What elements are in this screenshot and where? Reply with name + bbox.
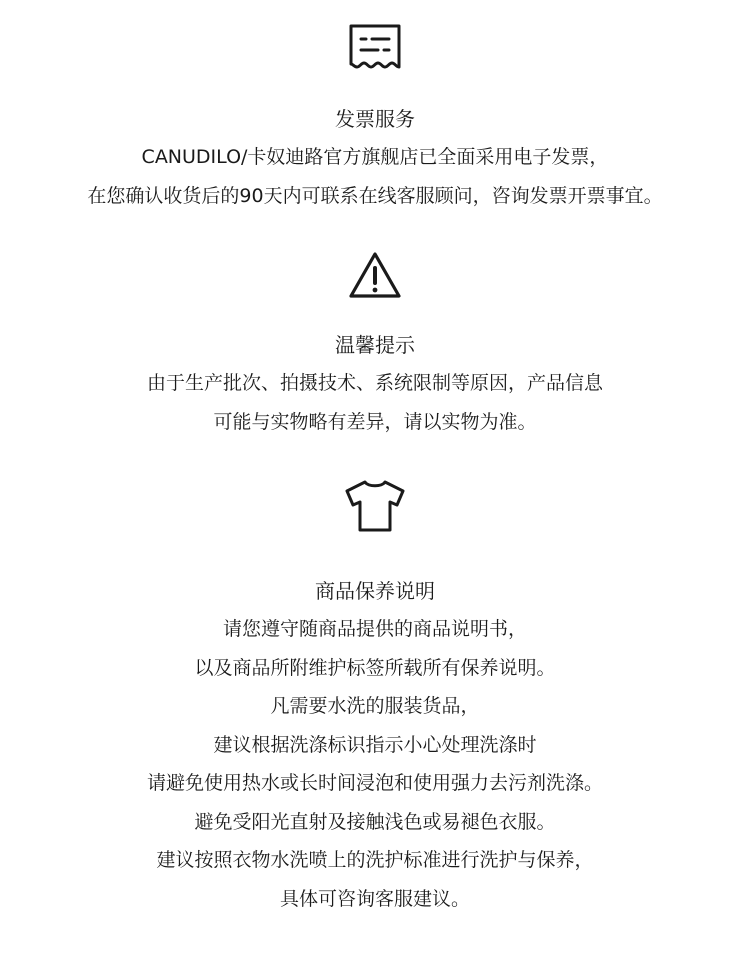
care-line: 请您遵守随商品提供的商品说明书， — [222, 618, 527, 640]
care-line: 建议按照衣物水洗喷上的洗护标准进行洗护与保养， — [156, 849, 594, 871]
care-line: 建议根据洗涤标识指示小心处理洗涤时 — [213, 733, 537, 756]
receipt-icon — [347, 22, 403, 72]
invoice-line: CANUDILO/卡奴迪路官方旗舰店已全面采用电子发票， — [141, 146, 609, 168]
tshirt-icon — [342, 478, 408, 534]
notice-title: 温馨提示 — [335, 333, 415, 357]
care-line: 以及商品所附维护标签所载所有保养说明。 — [194, 656, 556, 679]
notice-line: 由于生产批次、拍摄技术、系统限制等原因，产品信息 — [146, 372, 603, 394]
invoice-section — [0, 22, 750, 215]
care-line: 凡需要水洗的服装货品， — [270, 695, 480, 717]
notice-line: 可能与实物略有差异，请以实物为准。 — [213, 410, 537, 433]
invoice-line: 在您确认收货后的90天内可联系在线客服顾问，咨询发票开票事宜。 — [87, 184, 663, 207]
care-line: 避免受阳光直射及接触浅色或易褪色衣服。 — [194, 810, 556, 833]
care-line: 请避免使用热水或长时间浸泡和使用强力去污剂洗涤。 — [146, 772, 603, 794]
warning-icon — [348, 250, 402, 300]
care-section — [0, 478, 750, 918]
invoice-title: 发票服务 — [335, 107, 415, 131]
care-line: 具体可咨询客服建议。 — [279, 887, 470, 910]
notice-section — [0, 250, 750, 441]
care-title: 商品保养说明 — [315, 579, 435, 603]
